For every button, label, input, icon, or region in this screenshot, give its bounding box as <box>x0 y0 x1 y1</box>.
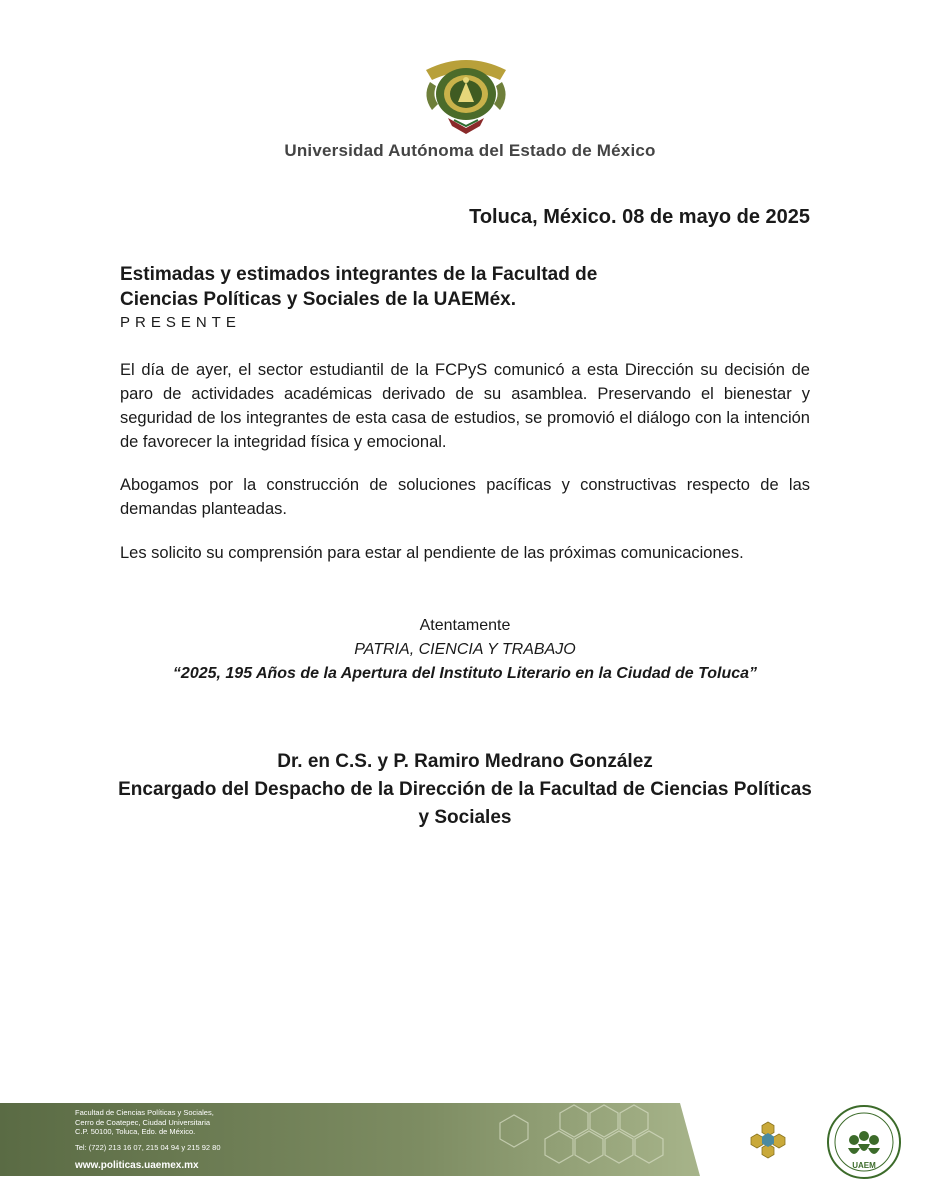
footer-address-line-2: Cerro de Coatepec, Ciudad Universitaria <box>75 1117 211 1127</box>
salutation-line-2: Ciencias Políticas y Sociales de la UAEMéx. <box>120 289 517 310</box>
footer-phone: Tel: (722) 213 16 07, 215 04 94 y 215 92 80 <box>75 1142 221 1152</box>
motto: PATRIA, CIENCIA Y TRABAJO <box>354 641 576 658</box>
signer-name: Dr. en C.S. y P. Ramiro Medrano González <box>277 751 653 772</box>
closing: Atentamente <box>419 617 511 634</box>
letter-date: Toluca, México. 08 de mayo de 2025 <box>469 206 810 228</box>
year-motto: “2025, 195 Años de la Apertura del Instituto Literario en la Ciudad de Toluca” <box>172 665 758 682</box>
footer-address-line-3: C.P. 50100, Toluca, Edo. de México. <box>75 1127 196 1136</box>
paragraph-2: Abogamos por la construcción de soluciones pacíficas y constructivas respecto de las demandas planteadas. <box>120 476 810 518</box>
presente-label: PRESENTE <box>120 314 241 331</box>
salutation <box>120 262 597 312</box>
salutation-line-1: Estimadas y estimados integrantes de la Facultad de <box>120 264 598 285</box>
faculty-seal-icon <box>826 1104 902 1180</box>
paragraph-1: El día de ayer, el sector estudiantil de la FCPyS comunicó a esta Dirección su decisión de paro de actividades académicas derivado de su asamblea. Preservando el bienestar y seguridad de los integrantes de esta casa de estudios, se promovió el diálogo con la intención de favorecer la integridad física y emocional. <box>120 361 810 451</box>
seal-label: UAEM <box>852 1161 876 1170</box>
hexagon-logo-icon <box>748 1120 788 1160</box>
university-name: Universidad Autónoma del Estado de México <box>284 141 656 160</box>
footer-address-line-1: Facultad de Ciencias Políticas y Sociales, <box>75 1108 214 1117</box>
university-crest-icon <box>418 52 514 136</box>
paragraph-3: Les solicito su comprensión para estar al pendiente de las próximas comunicaciones. <box>120 544 744 562</box>
signer-title: Encargado del Despacho de la Dirección de la Facultad de Ciencias Políticas y Sociales <box>118 779 812 828</box>
footer-website: www.politicas.uaemex.mx <box>75 1160 199 1171</box>
footer-address <box>75 1108 221 1152</box>
